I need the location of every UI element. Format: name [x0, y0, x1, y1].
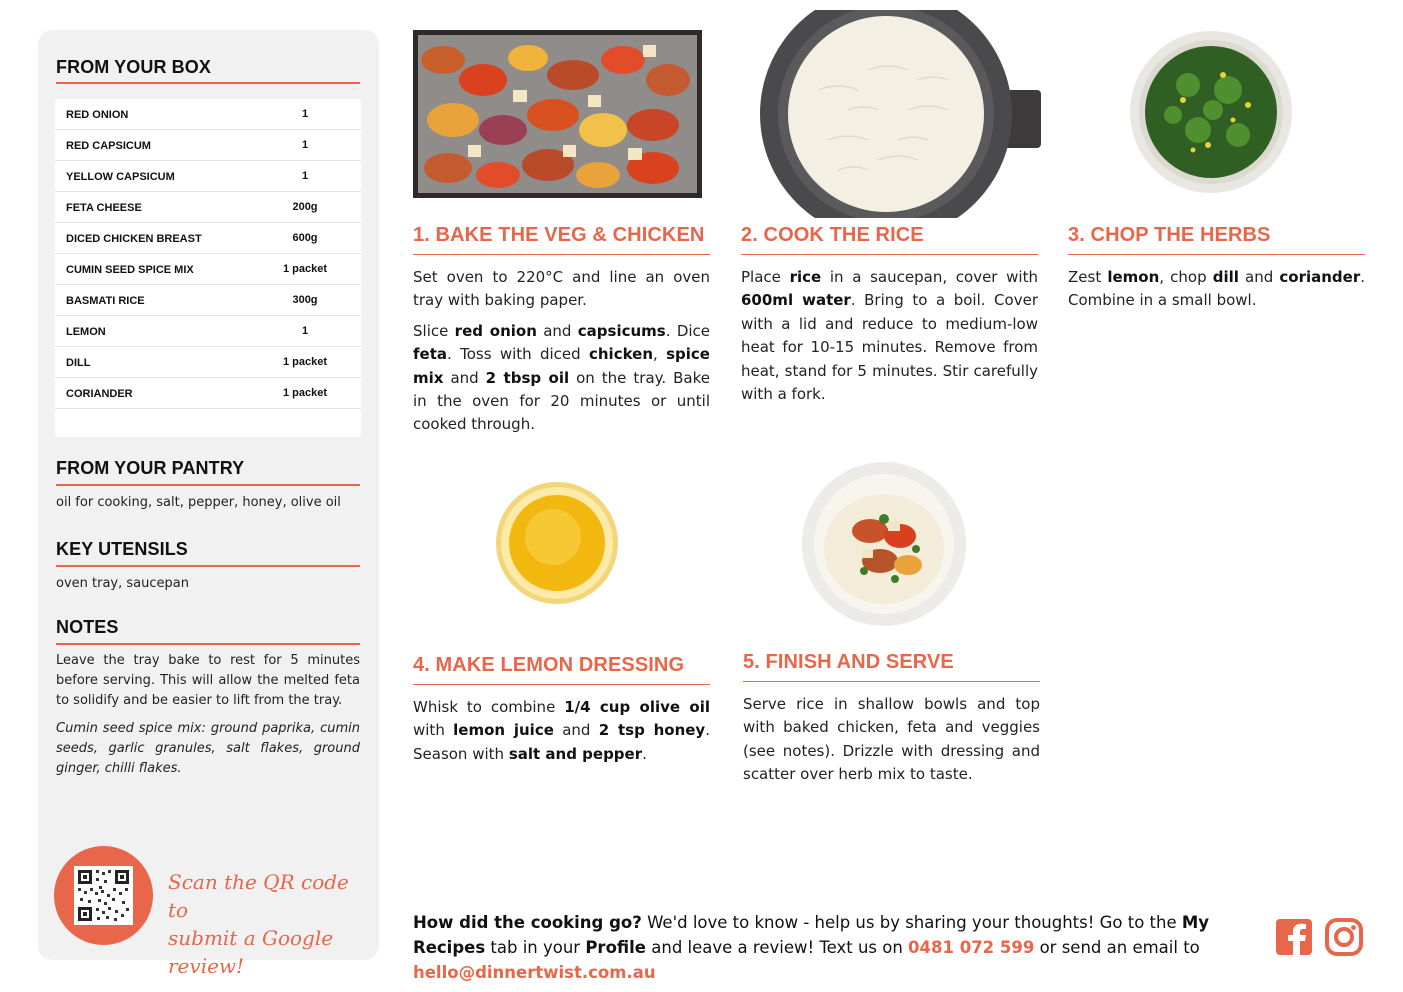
table-row: [55, 130, 361, 161]
ingredient-qty: 1 packet: [282, 263, 328, 275]
qr-text-line1: Scan the QR code to: [168, 870, 349, 922]
table-row: [55, 161, 361, 192]
tray-bake-image: [413, 30, 702, 198]
step-1-title: 1. BAKE THE VEG & CHICKEN: [413, 224, 705, 246]
step-5-title: 5. FINISH AND SERVE: [743, 651, 954, 673]
step-5-rule: [743, 681, 1040, 682]
step-2-rule: [741, 254, 1038, 255]
step-5-body: [743, 693, 1040, 787]
phone-link[interactable]: 0481 072 599: [908, 938, 1035, 957]
notes-spice-mix: Cumin seed spice mix: ground paprika, cumin seeds, garlic granules, salt flakes, ground ginger, chilli flakes.: [56, 721, 360, 776]
qr-review-text: [168, 868, 368, 980]
step-4-body: [413, 696, 710, 766]
ingredient-name: CUMIN SEED SPICE MIX: [66, 264, 194, 276]
ingredient-name: YELLOW CAPSICUM: [66, 171, 175, 183]
table-row: [55, 99, 361, 130]
table-row: [55, 285, 361, 316]
ingredient-qty: 1: [301, 325, 309, 337]
notes-title-rule: [56, 643, 360, 645]
qr-code-icon: [74, 866, 133, 925]
herbs-bowl-image: [1128, 30, 1294, 194]
box-title-rule: [56, 82, 360, 84]
utensils-text: oven tray, saucepan: [56, 576, 189, 591]
step-3-title: 3. CHOP THE HERBS: [1068, 224, 1271, 246]
table-row: [55, 223, 361, 254]
box-title: FROM YOUR BOX: [56, 57, 211, 77]
qr-text-line2: submit a Google review!: [168, 926, 334, 978]
notes-text: Leave the tray bake to rest for 5 minutes before serving. This will allow the melted feta to solidify and be easier to lift from the tray.: [56, 653, 360, 708]
step-1-para-2: Slice red onion and capsicums. Dice feta. Toss with diced chicken, spice mix and 2 tbsp oil on the tray. Bake in the oven for 20 minutes or until cooked through.: [413, 321, 711, 434]
pantry-title-rule: [56, 484, 360, 486]
ingredient-qty: 200g: [292, 201, 318, 213]
qr-badge[interactable]: [54, 846, 153, 945]
table-row: [55, 347, 361, 378]
sidebar: [38, 30, 379, 978]
table-row: [55, 378, 361, 409]
ingredient-qty: 1 packet: [282, 356, 328, 368]
step-5-para: Serve rice in shallow bowls and top with baked chicken, feta and veggies (see notes). Drizzle with dressing and scatter over herb mix to taste.: [743, 695, 1040, 784]
utensils-title: KEY UTENSILS: [56, 539, 188, 559]
email-link[interactable]: hello@dinnertwist.com.au: [413, 963, 656, 982]
ingredient-qty: 300g: [292, 294, 318, 306]
box-ingredients-table: [55, 99, 361, 437]
step-3-body: [1068, 266, 1365, 313]
ingredient-name: RED ONION: [66, 109, 129, 121]
ingredient-name: LEMON: [66, 326, 106, 338]
rice-pot-image: [758, 10, 1041, 218]
ingredient-qty: 1: [301, 170, 309, 182]
step-2-para: Place rice in a saucepan, cover with 600ml water. Bring to a boil. Cover with a lid and reduce to medium-low heat for 10-15 minutes. Remove from heat, stand for 5 minutes. Stir carefully with a fork.: [741, 268, 1038, 404]
feedback-footer: How did the cooking go? We'd love to know - help us by sharing your thoughts! Go to the My Recipes tab in your Profile and leave a review! Text us on 0481 072 599 or send an email to hello@dinnertwist.com.au: [413, 913, 1210, 982]
step-4-para: Whisk to combine 1/4 cup olive oil with lemon juice and 2 tsp honey. Season with salt and pepper.: [413, 698, 710, 763]
step-3-rule: [1068, 254, 1365, 255]
step-1-rule: [413, 254, 710, 255]
ingredient-qty: 1 packet: [282, 387, 328, 399]
step-4-title: 4. MAKE LEMON DRESSING: [413, 654, 685, 676]
ingredient-name: DICED CHICKEN BREAST: [66, 233, 202, 245]
notes-title: NOTES: [56, 617, 119, 637]
step-3-para: Zest lemon, chop dill and coriander. Combine in a small bowl.: [1068, 268, 1366, 310]
step-1-body: [413, 266, 710, 437]
lemon-dressing-image: [495, 482, 620, 605]
ingredient-name: CORIANDER: [66, 388, 133, 400]
ingredient-qty: 600g: [292, 232, 318, 244]
table-row: [55, 192, 361, 223]
pantry-text: oil for cooking, salt, pepper, honey, olive oil: [56, 495, 341, 510]
profile-label: Profile: [585, 938, 646, 957]
table-row: [55, 254, 361, 285]
ingredient-qty: 1: [301, 108, 309, 120]
facebook-icon[interactable]: [1276, 918, 1312, 956]
notes-body: [56, 651, 360, 779]
ingredient-name: BASMATI RICE: [66, 295, 145, 307]
ingredient-name: RED CAPSICUM: [66, 140, 151, 152]
instagram-icon[interactable]: [1325, 918, 1363, 956]
ingredient-name: FETA CHEESE: [66, 202, 142, 214]
my-recipes-label: My Recipes: [413, 913, 1210, 957]
utensils-title-rule: [56, 565, 360, 567]
step-1-para-1: Set oven to 220°C and line an oven tray with baking paper.: [413, 268, 710, 310]
table-row: [55, 316, 361, 347]
step-2-title: 2. COOK THE RICE: [741, 224, 924, 246]
ingredient-name: DILL: [66, 357, 91, 369]
ingredient-qty: 1: [301, 139, 309, 151]
pantry-title: FROM YOUR PANTRY: [56, 458, 245, 478]
plated-dish-image: [800, 461, 968, 627]
step-2-body: [741, 266, 1038, 406]
step-4-rule: [413, 684, 710, 685]
footer-question: How did the cooking go?: [413, 913, 642, 932]
